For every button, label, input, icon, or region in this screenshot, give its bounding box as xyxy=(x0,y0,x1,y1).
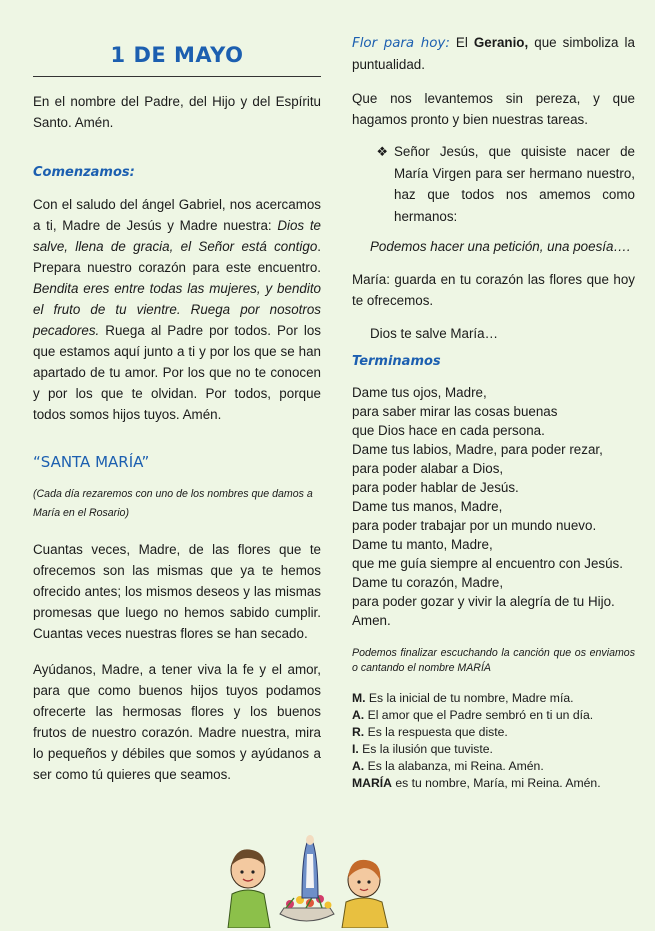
acrostic-text: El amor que el Padre sembró en ti un día. xyxy=(364,708,594,722)
levantemos-text: Que nos levantemos sin pereza, y que hagamos pronto y bien nuestras tareas. xyxy=(352,91,635,127)
diamond-bullet-icon: ❖ xyxy=(376,144,388,159)
right-child-figure xyxy=(342,860,388,928)
ayudanos-paragraph: Ayúdanos, Madre, a tener viva la fe y el amor, para que como buenos hijos tuyos podamos ofrecerte las hermosas flores y los buenos frutos de nuestro corazón. Madre nuestra, mira lo pequeños y débiles que somos y ayúdanos a ser como tú quieres que seamos. xyxy=(33,662,321,782)
flor-post: que simboliza la puntualidad. xyxy=(352,35,635,72)
flor-pre: El xyxy=(449,35,474,50)
acrostic-text: Es la respuesta que diste. xyxy=(364,725,508,739)
senor-jesus-text: Señor Jesús, que quisiste nacer de María Virgen para ser hermano nuestro, haz que todos nos amemos como hermanos: xyxy=(394,144,635,224)
peticion-text: Podemos hacer una petición, una poesía…. xyxy=(370,239,631,254)
flor-name: Geranio, xyxy=(473,35,529,50)
dame-tus-ojos-prayer xyxy=(352,383,635,630)
left-child-figure xyxy=(228,849,270,928)
acrostic-line xyxy=(352,707,635,724)
acrostic-line xyxy=(352,690,635,707)
acrostic-line xyxy=(352,758,635,775)
maria-acrostic xyxy=(352,690,635,792)
prayer-line: para poder alabar a Dios, xyxy=(352,461,504,476)
acrostic-text: es tu nombre, María, mi Reina. Amén. xyxy=(391,776,601,790)
prayer-line: para poder gozar y vivir la alegría de tu Hijo. xyxy=(352,594,615,609)
prayer-line: para saber mirar las cosas buenas xyxy=(352,404,558,419)
intro-text: En el nombre del Padre, del Hijo y del Espíritu Santo. Amén. xyxy=(33,94,321,130)
acrostic-text: Es la ilusión que tuviste. xyxy=(358,742,493,756)
left-column xyxy=(33,38,321,785)
children-virgin-illustration xyxy=(218,828,398,928)
acrostic-line xyxy=(352,741,635,758)
santa-maria-note: (Cada día rezaremos con uno de los nombres que damos a María en el Rosario) xyxy=(33,488,313,519)
prayer-line: Dame tus ojos, Madre, xyxy=(352,385,487,400)
acrostic-letter: MARÍA xyxy=(352,776,392,790)
prayer-line: Dame tu manto, Madre, xyxy=(352,537,493,552)
acrostic-line xyxy=(352,775,635,792)
acrostic-text: Es la alabanza, mi Reina. Amén. xyxy=(364,759,544,773)
acrostic-letter: A. xyxy=(352,759,365,773)
prayer-line: Dame tus manos, Madre, xyxy=(352,499,503,514)
cancion-note: Podemos finalizar escuchando la canción que os enviamos o cantando el nombre MARÍA xyxy=(352,647,635,674)
comenzamos-heading: Comenzamos: xyxy=(33,165,135,180)
prayer-line: Amen. xyxy=(352,613,391,628)
prayer-line: para poder hablar de Jesús. xyxy=(352,480,519,495)
flor-para-hoy xyxy=(352,32,635,75)
terminamos-heading: Terminamos xyxy=(352,354,441,369)
prayer-line: para poder trabajar por un mundo nuevo. xyxy=(352,518,597,533)
virgin-statue xyxy=(302,835,318,898)
prayer-line: Dame tu corazón, Madre, xyxy=(352,575,504,590)
senor-jesus-block xyxy=(352,141,635,227)
acrostic-text: Es la inicial de tu nombre, Madre mía. xyxy=(365,691,574,705)
acrostic-letter: R. xyxy=(352,725,365,739)
title-divider xyxy=(33,76,321,77)
guarda-text: María: guarda en tu corazón las flores que hoy te ofrecemos. xyxy=(352,272,635,308)
comenzamos-part-3: . Prepara nuestro corazón para este encuentro. xyxy=(33,239,321,275)
acrostic-letter: M. xyxy=(352,691,366,705)
right-column xyxy=(352,32,635,792)
santa-maria-heading: “SANTA MARÍA” xyxy=(33,453,150,471)
comenzamos-part-4: Bendita eres entre todas las mujeres, y bendito el fruto de tu vientre. Ruega por nosotros pecadores. xyxy=(33,281,321,338)
acrostic-letter: I. xyxy=(352,742,359,756)
acrostic-letter: A. xyxy=(352,708,365,722)
comenzamos-text xyxy=(33,194,321,425)
comenzamos-part-5: Ruega al Padre por todos. Por los que estamos aquí junto a ti y por los que se han apartado de tu amor. Por los que no te conocen y por los que te olvidan. Por todos, porque todos somos hijos tuyos. Amén. xyxy=(33,323,321,422)
prayer-line: Dame tus labios, Madre, para poder rezar, xyxy=(352,442,603,457)
prayer-line: que me guía siempre al encuentro con Jesús. xyxy=(352,556,623,571)
flores-paragraph: Cuantas veces, Madre, de las flores que te ofrecemos son las mismas que ya te hemos ofrecido antes; los mismos deseos y las mismas promesas que luego no hemos sabido cumplir. Cuantas veces nuestras flores se han secado. xyxy=(33,542,321,641)
flor-label: Flor para hoy: xyxy=(352,36,450,51)
prayer-line: que Dios hace en cada persona. xyxy=(352,423,545,438)
page-title: 1 DE MAYO xyxy=(110,43,244,67)
comenzamos-part-2: Dios te salve, llena de gracia, el Señor está contigo xyxy=(33,218,321,254)
comenzamos-part-1: Con el saludo del ángel Gabriel, nos acercamos a ti, Madre de Jesús y Madre nuestra: xyxy=(33,197,321,233)
dios-te-salve-text: Dios te salve María… xyxy=(370,326,498,341)
acrostic-line xyxy=(352,724,635,741)
